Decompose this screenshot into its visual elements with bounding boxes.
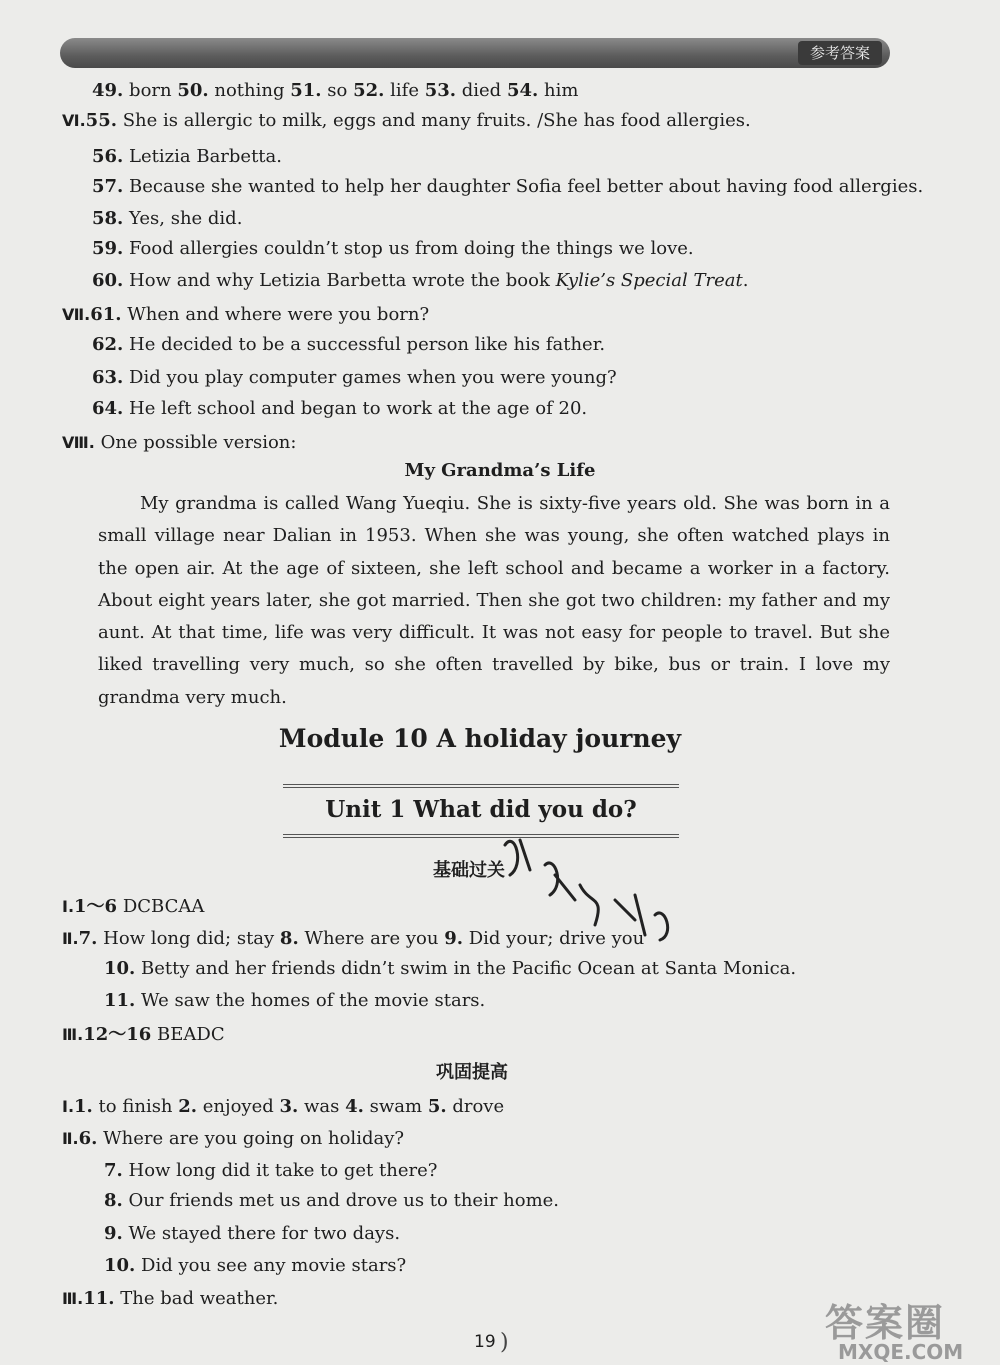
s2-answer-10: 10. Did you see any movie stars? xyxy=(104,1255,407,1276)
s2-answer-6: Ⅱ.6. Where are you going on holiday? xyxy=(62,1128,405,1149)
answer-61: Ⅶ.61. When and where were you born? xyxy=(62,304,430,325)
answer-63: 63. Did you play computer games when you were young? xyxy=(92,367,617,388)
answer-57: 57. Because she wanted to help her daughter Sofia feel better about having food allergies. xyxy=(92,176,924,197)
answer-55: Ⅵ.55. She is allergic to milk, eggs and many fruits. /She has food allergies. xyxy=(62,110,751,131)
section-heading-consolidate: 巩固提高 xyxy=(436,1062,508,1083)
s1-part1: Ⅰ.1～6 DCBCAA xyxy=(62,896,205,917)
answer-59: 59. Food allergies couldn’t stop us from doing the things we love. xyxy=(92,238,694,259)
s2-answer-8: 8. Our friends met us and drove us to their home. xyxy=(104,1190,560,1211)
watermark-url: MXQE.COM xyxy=(838,1340,964,1364)
essay-title: My Grandma’s Life xyxy=(404,460,596,481)
page-bracket: ) xyxy=(500,1330,509,1355)
header-bar xyxy=(60,38,890,68)
s1-answer-11: 11. We saw the homes of the movie stars. xyxy=(104,990,486,1011)
s2-part1: Ⅰ.1. to finish 2. enjoyed 3. was 4. swam 5. drove xyxy=(62,1096,505,1117)
answer-62: 62. He decided to be a successful person like his father. xyxy=(92,334,606,355)
watermark-logo: 答案圈 xyxy=(825,1301,946,1345)
answer-64: 64. He left school and began to work at the age of 20. xyxy=(92,398,588,419)
page-number: 19 xyxy=(474,1332,496,1352)
s1-part2-line1: Ⅱ.7. How long did; stay 8. Where are you 9. Did your; drive you xyxy=(62,928,645,949)
handwritten-scribble xyxy=(495,825,695,955)
s2-answer-9: 9. We stayed there for two days. xyxy=(104,1223,401,1244)
answer-58: 58. Yes, she did. xyxy=(92,208,243,229)
header-tag: 参考答案 xyxy=(798,41,882,65)
unit-title: Unit 1 What did you do? xyxy=(325,796,637,823)
answer-60: 60. How and why Letizia Barbetta wrote the book Kylie’s Special Treat. xyxy=(92,270,749,291)
section-heading-basic: 基础过关 xyxy=(433,860,505,881)
answer-56: 56. Letizia Barbetta. xyxy=(92,146,282,167)
essay-paragraph: My grandma is called Wang Yueqiu. She is sixty-five years old. She was born in a small village near Dalian in 1953. When she was young, she often watched plays in the open air. At the age of sixteen, she left school and became a worker in a factory. About eight years later, she got married. Then she got two children: my father and my aunt. At that time, life was very difficult. It was not easy for people to travel. But she liked travelling very much, so she often travelled by bike, bus or train. I love my grandma very much. xyxy=(98,493,890,708)
part8-intro: Ⅷ. One possible version: xyxy=(62,432,297,453)
s1-answer-10: 10. Betty and her friends didn’t swim in the Pacific Ocean at Santa Monica. xyxy=(104,958,797,979)
s2-answer-7: 7. How long did it take to get there? xyxy=(104,1160,438,1181)
s2-part3: Ⅲ.11. The bad weather. xyxy=(62,1288,279,1309)
answer-line-49-54: 49. born 50. nothing 51. so 52. life 53. died 54. him xyxy=(92,80,579,101)
module-title: Module 10 A holiday journey xyxy=(278,724,682,753)
s1-part3: Ⅲ.12～16 BEADC xyxy=(62,1024,225,1045)
